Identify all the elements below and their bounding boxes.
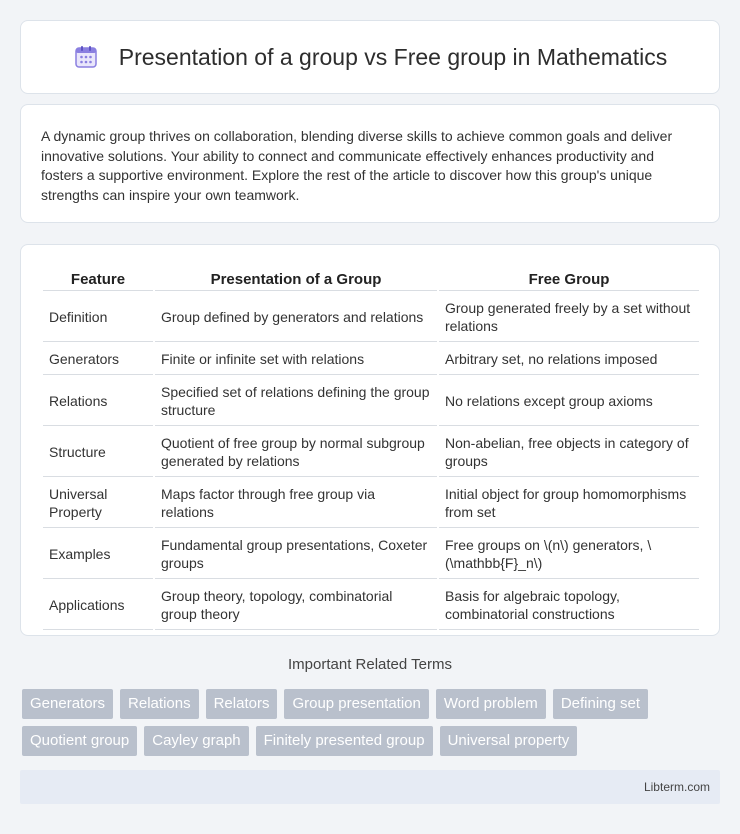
footer-site-link[interactable]: Libterm.com — [643, 780, 710, 794]
tag-universal-property[interactable]: Universal property — [440, 726, 578, 756]
footer — [20, 770, 720, 804]
comparison-card — [20, 244, 720, 636]
table-row — [43, 581, 699, 630]
table-cell-feature: Generators — [43, 344, 153, 375]
comparison-table — [41, 265, 701, 632]
tag-group-presentation[interactable]: Group presentation — [284, 689, 428, 719]
table-cell-presentation: Finite or infinite set with relations — [155, 344, 437, 375]
table-cell-free-group: No relations except group axioms — [439, 377, 699, 426]
table-cell-presentation: Specified set of relations defining the group structure — [155, 377, 437, 426]
table-row — [43, 293, 699, 342]
table-cell-feature: Examples — [43, 530, 153, 579]
table-cell-presentation: Maps factor through free group via relations — [155, 479, 437, 528]
page-title: Presentation of a group vs Free group in Mathematics — [118, 43, 668, 70]
related-terms-heading: Important Related Terms — [288, 656, 452, 673]
tag-finitely-presented-group[interactable]: Finitely presented group — [256, 726, 433, 756]
table-cell-free-group: Free groups on \(n\) generators, \(\mathbb{F}_n\) — [439, 530, 699, 579]
table-cell-free-group: Non-abelian, free objects in category of groups — [439, 428, 699, 477]
table-header-row — [43, 267, 699, 291]
header-card — [20, 20, 720, 94]
tag-cayley-graph[interactable]: Cayley graph — [144, 726, 248, 756]
table-row — [43, 377, 699, 426]
intro-text: A dynamic group thrives on collaboration, blending diverse skills to achieve common goals and deliver innovative solutions. Your ability to connect and communicate effectively enhances productivity and fosters a supportive environment. Explore the rest of the article to discover how this group's unique strengths can inspire your own teamwork. — [41, 128, 673, 203]
table-row — [43, 344, 699, 375]
column-header-feature: Feature — [43, 267, 153, 291]
calendar-grid-icon — [73, 44, 99, 70]
column-header-free-group: Free Group — [439, 267, 699, 291]
related-terms-list — [22, 689, 722, 763]
table-cell-free-group: Group generated freely by a set without relations — [439, 293, 699, 342]
table-cell-feature: Applications — [43, 581, 153, 630]
tag-relations[interactable]: Relations — [120, 689, 199, 719]
table-cell-free-group: Basis for algebraic topology, combinatorial constructions — [439, 581, 699, 630]
table-cell-free-group: Arbitrary set, no relations imposed — [439, 344, 699, 375]
table-cell-feature: Definition — [43, 293, 153, 342]
table-cell-feature: Structure — [43, 428, 153, 477]
column-header-presentation: Presentation of a Group — [155, 267, 437, 291]
table-cell-presentation: Group theory, topology, combinatorial group theory — [155, 581, 437, 630]
intro-card — [20, 104, 720, 223]
table-cell-presentation: Fundamental group presentations, Coxeter groups — [155, 530, 437, 579]
tag-quotient-group[interactable]: Quotient group — [22, 726, 137, 756]
tag-row — [22, 689, 722, 719]
table-row — [43, 530, 699, 579]
tag-generators[interactable]: Generators — [22, 689, 113, 719]
table-cell-feature: Universal Property — [43, 479, 153, 528]
table-cell-presentation: Quotient of free group by normal subgroup generated by relations — [155, 428, 437, 477]
tag-relators[interactable]: Relators — [206, 689, 278, 719]
table-cell-presentation: Group defined by generators and relations — [155, 293, 437, 342]
tag-defining-set[interactable]: Defining set — [553, 689, 648, 719]
table-row — [43, 479, 699, 528]
table-row — [43, 428, 699, 477]
table-cell-feature: Relations — [43, 377, 153, 426]
table-cell-free-group: Initial object for group homomorphisms from set — [439, 479, 699, 528]
tag-word-problem[interactable]: Word problem — [436, 689, 546, 719]
tag-row — [22, 726, 722, 756]
